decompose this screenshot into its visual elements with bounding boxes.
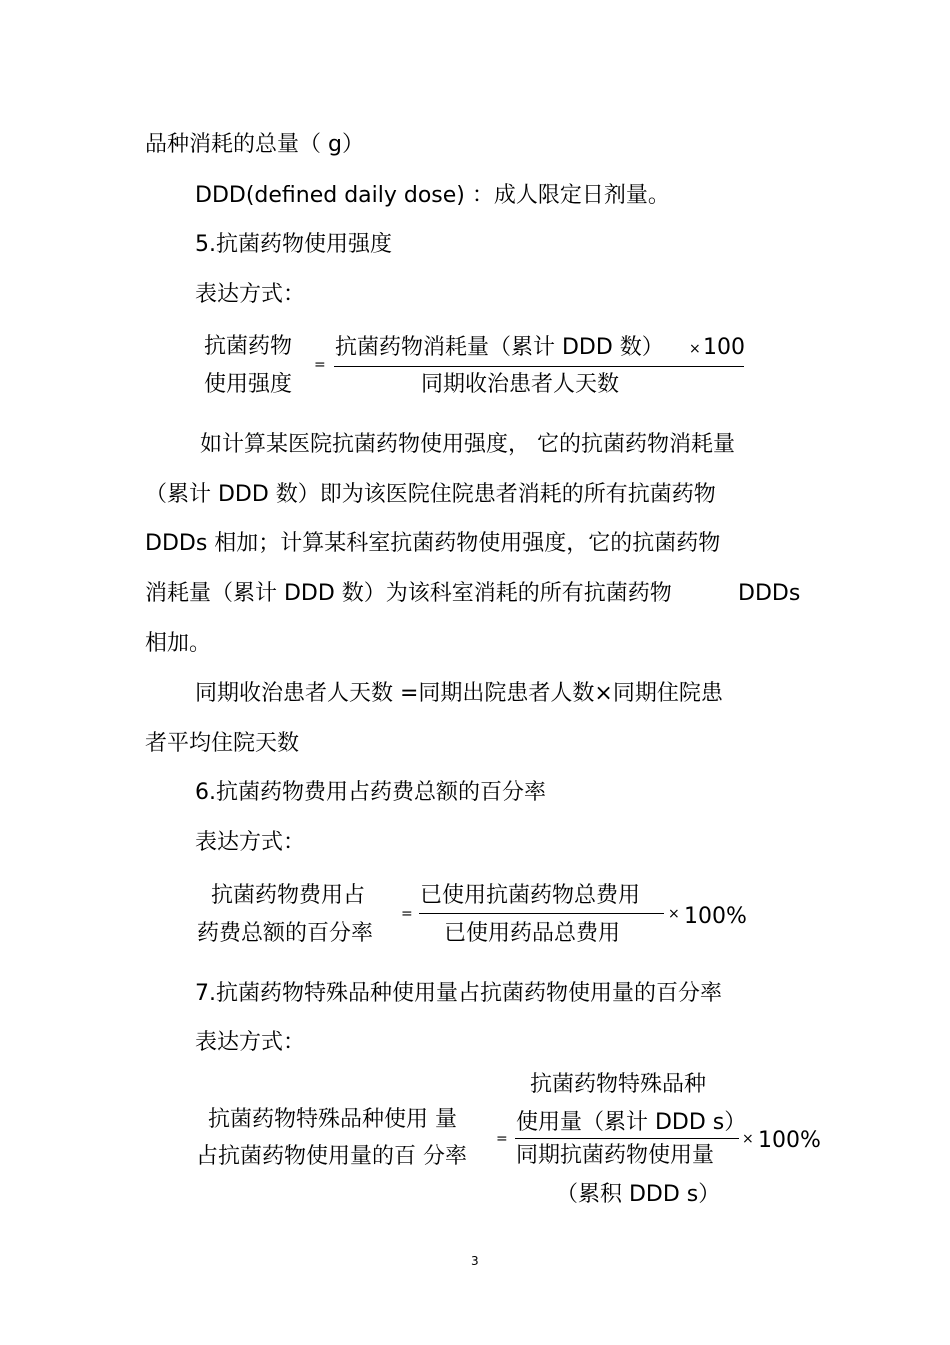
formula-numerator: 已使用抗菌药物总费用	[420, 883, 641, 908]
equals-sign: =	[314, 357, 326, 373]
times-sign: ×	[689, 341, 701, 357]
text-line: 表达方式：	[195, 282, 306, 307]
fraction-bar	[515, 1138, 739, 1139]
text-line: （累计 DDD 数）即为该医院住院患者消耗的所有抗菌药物	[145, 482, 716, 507]
text-line: 相加。	[145, 631, 212, 656]
formula-numerator: 使用量（累计 DDD s）	[516, 1110, 747, 1135]
times-sign: ×	[742, 1131, 754, 1147]
text-line: DDDs 相加；计算某科室抗菌药物使用强度，它的抗菌药物	[145, 531, 721, 556]
formula-lhs-line: 抗菌药物特殊品种使用 量	[208, 1107, 457, 1132]
section-heading: 7.抗菌药物特殊品种使用量占抗菌药物使用量的百分率	[195, 981, 722, 1006]
formula-lhs-line: 使用强度	[204, 372, 293, 397]
formula-denominator: 同期抗菌药物使用量	[516, 1143, 715, 1168]
formula-factor: 100%	[758, 1128, 821, 1153]
times-sign: ×	[668, 906, 680, 922]
text-line: DDD(defined daily dose) ：成人限定日剂量。	[195, 183, 670, 208]
formula-factor: 100%	[684, 904, 747, 929]
text-line: DDDs	[738, 581, 801, 606]
text-line: 者平均住院天数	[145, 731, 300, 756]
section-heading: 6.抗菌药物费用占药费总额的百分率	[195, 780, 546, 805]
formula-lhs-line: 抗菌药物费用占	[211, 883, 366, 908]
formula-numerator: 抗菌药物消耗量（累计 DDD 数）	[335, 335, 664, 360]
formula-denominator: 已使用药品总费用	[444, 921, 621, 946]
formula-lhs-line: 抗菌药物	[204, 334, 293, 359]
formula-factor: 100	[703, 335, 745, 360]
text-line: 表达方式：	[195, 1030, 306, 1055]
page-number: 3	[471, 1254, 479, 1268]
text-line: 消耗量（累计 DDD 数）为该科室消耗的所有抗菌药物	[145, 581, 672, 606]
formula-lhs-line: 占抗菌药物使用量的百 分率	[196, 1144, 467, 1169]
fraction-bar	[419, 913, 664, 914]
text-line: 品种消耗的总量（ g）	[145, 132, 364, 157]
fraction-bar	[334, 366, 744, 367]
equals-sign: =	[496, 1131, 508, 1147]
text-line: 同期收治患者人天数 =同期出院患者人数×同期住院患	[195, 681, 723, 706]
formula-denominator: 同期收治患者人天数	[421, 372, 620, 397]
formula-denominator-bottom: （累积 DDD s）	[556, 1182, 721, 1207]
text-line: 表达方式：	[195, 830, 306, 855]
equals-sign: =	[401, 906, 413, 922]
text-line: 如计算某医院抗菌药物使用强度， 它的抗菌药物消耗量	[200, 432, 735, 457]
formula-lhs-line: 药费总额的百分率	[197, 921, 374, 946]
section-heading: 5.抗菌药物使用强度	[195, 232, 392, 257]
formula-numerator-top: 抗菌药物特殊品种	[530, 1072, 707, 1097]
